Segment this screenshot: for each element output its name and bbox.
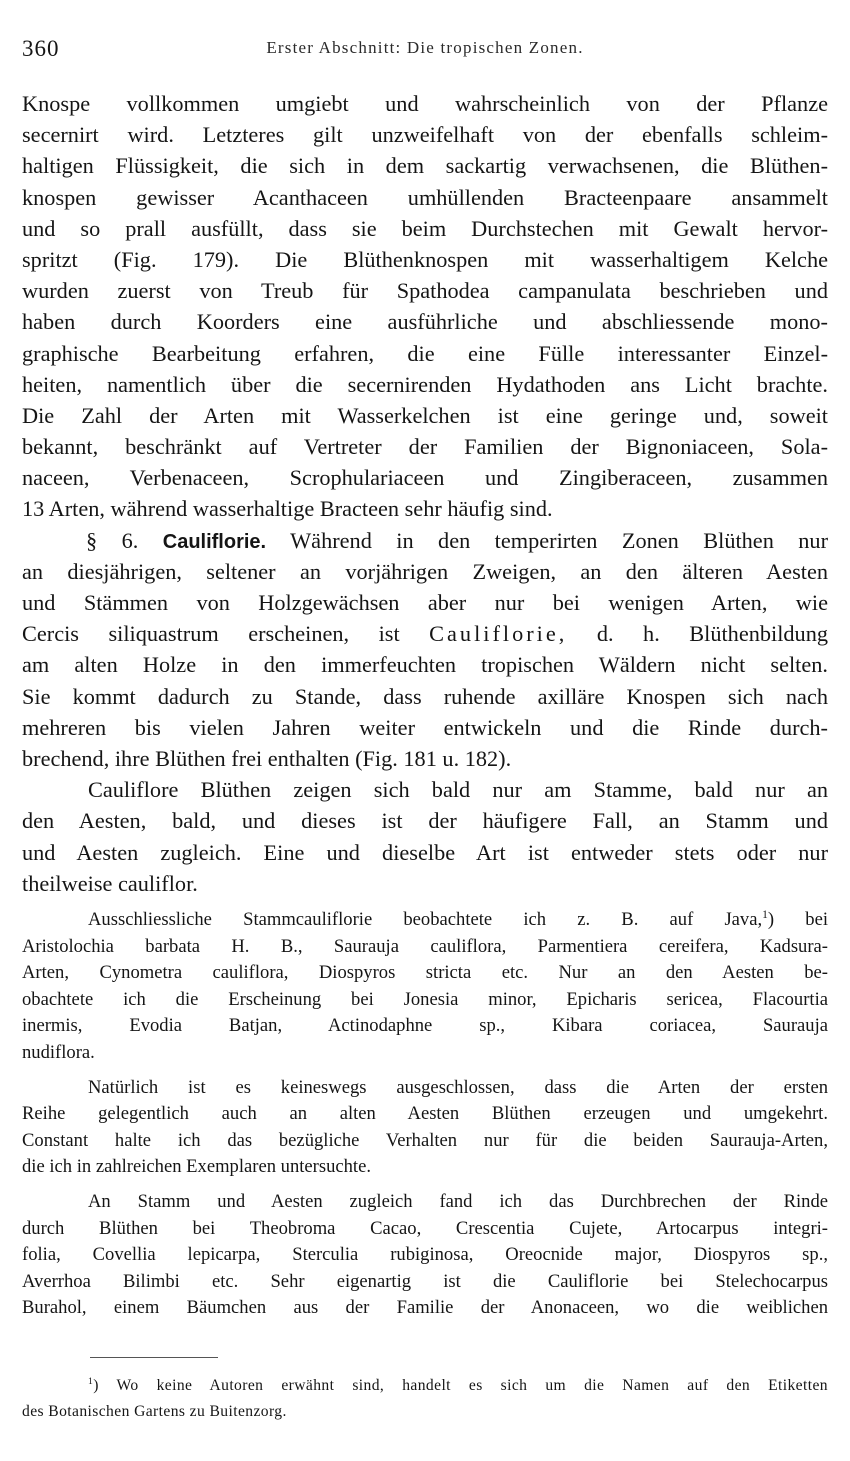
text-line-cauliflorie (22, 618, 828, 649)
small-text-line: folia, Covellia lepicarpa, Sterculia rubiginosa, Oreocnide major, Diospyros sp., (22, 1244, 828, 1266)
text-line: an diesjährigen, seltener an vorjährigen Zweigen, an den älteren Aesten (22, 558, 828, 584)
text-line: Sie kommt dadurch zu Stande, dass ruhende axilläre Knospen sich nach (22, 683, 828, 709)
small-text-line: Aristolochia barbata H. B., Saurauja cauliflora, Parmentiera cereifera, Kadsura- (22, 935, 828, 957)
footnote (22, 1373, 828, 1425)
text-line: wurden zuerst von Treub für Spathodea campanulata beschrieben und (22, 278, 828, 304)
paragraph-gap (22, 1181, 828, 1189)
small-text-line: Constant halte ich das bezügliche Verhalten nur für die beiden Saurauja-Arten, (22, 1129, 828, 1151)
footnote-separator (90, 1357, 218, 1358)
text-line: theilweise cauliflor. (22, 870, 198, 896)
text-line: knospen gewisser Acanthaceen umhüllenden Bracteenpaare ansammelt (22, 184, 828, 210)
text-line: spritzt (Fig. 179). Die Blüthenknospen mit wasserhaltigem Kelche (22, 246, 828, 272)
small-text-line: Natürlich ist es keineswegs ausgeschlossen, dass die Arten der ersten (88, 1076, 828, 1098)
main-text (22, 88, 828, 899)
text-line: haben durch Koorders eine ausführliche und abschliessende mono- (22, 309, 828, 335)
small-print-block (22, 907, 828, 1322)
text-fragment: ) Wo keine Autoren erwähnt sind, handelt es sich um die Namen auf den Etiketten (93, 1377, 828, 1394)
text-line: brechend, ihre Blüthen frei enthalten (Fig. 181 u. 182). (22, 745, 512, 771)
small-text-line: Arten, Cynometra cauliflora, Diospyros stricta etc. Nur an den Aesten be- (22, 962, 828, 984)
text-line: Cauliflore Blüthen zeigen sich bald nur am Stamme, bald nur an (88, 777, 828, 803)
spaced-term: Cauliflorie, (429, 621, 568, 647)
text-line: am alten Holze in den immerfeuchten tropischen Wäldern nicht selten. (22, 652, 828, 678)
text-line: Die Zahl der Arten mit Wasserkelchen ist eine geringe und, soweit (22, 402, 828, 428)
text-line: den Aesten, bald, und dieses ist der häufigere Fall, an Stamm und (22, 808, 828, 834)
page-number: 360 (22, 36, 60, 61)
small-text-line: Averrhoa Bilimbi etc. Sehr eigenartig ist die Cauliflorie bei Stelechocarpus (22, 1270, 828, 1292)
small-text-line: inermis, Evodia Batjan, Actinodaphne sp., Kibara coriacea, Saurauja (22, 1015, 828, 1037)
small-text-line: Burahol, einem Bäumchen aus der Familie der Anonaceen, wo die weiblichen (22, 1297, 828, 1319)
small-text-line: An Stamm und Aesten zugleich fand ich das Durchbrechen der Rinde (88, 1190, 828, 1212)
small-text-line: nudiflora. (22, 1041, 95, 1063)
text-line: und Aesten zugleich. Eine und dieselbe Art ist entweder stets oder nur (22, 839, 828, 865)
text-line: graphische Bearbeitung erfahren, die eine Fülle interessanter Einzel- (22, 340, 828, 366)
footnote-line: des Botanischen Gartens zu Buitenzorg. (22, 1403, 287, 1420)
text-fragment: Cercis siliquastrum erscheinen, ist (22, 621, 400, 647)
text-line: und so prall ausfüllt, dass sie beim Durchstechen mit Gewalt hervor- (22, 215, 828, 241)
small-text-line: obachtete ich die Erscheinung bei Jonesia minor, Epicharis sericea, Flacourtia (22, 988, 828, 1010)
footnote-reference[interactable]: 1 (762, 908, 768, 921)
text-line: heiten, namentlich über die secernirenden Hydathoden ans Licht brachte. (22, 371, 828, 397)
text-line: und Stämmen von Holzgewächsen aber nur bei wenigen Arten, wie (22, 590, 828, 615)
text-line: 13 Arten, während wasserhaltige Bracteen sehr häufig sind. (22, 496, 553, 522)
section-heading-line (22, 525, 828, 556)
text-line: bekannt, beschränkt auf Vertreter der Familien der Bignoniaceen, Sola- (22, 434, 828, 460)
text-line: Knospe vollkommen umgiebt und wahrscheinlich von der Pflanze (22, 91, 828, 116)
section-first-line-text: Während in den temperirten Zonen Blüthen nur (290, 527, 829, 553)
text-line: haltigen Flüssigkeit, die sich in dem sackartig verwachsenen, die Blüthen- (22, 153, 828, 179)
running-title: Erster Abschnitt: Die tropischen Zonen. (266, 38, 584, 57)
text-fragment: d. h. Blüthenbildung (596, 621, 828, 647)
footnote-marker: 1 (88, 1375, 94, 1387)
text-fragment: Ausschliessliche Stammcauliflorie beobachtete ich z. B. auf Java, (88, 909, 763, 930)
section-heading: Cauliflorie. (162, 530, 267, 553)
paragraph-gap (22, 1067, 828, 1075)
small-text-line: die ich in zahlreichen Exemplaren untersuchte. (22, 1156, 371, 1178)
small-text-line: durch Blüthen bei Theobroma Cacao, Crescentia Cujete, Artocarpus integri- (22, 1217, 828, 1239)
text-line: mehreren bis vielen Jahren weiter entwickeln und die Rinde durch- (22, 714, 828, 740)
page-header (22, 32, 828, 66)
small-text-line (22, 907, 828, 934)
text-line: secernirt wird. Letzteres gilt unzweifelhaft von der ebenfalls schleim- (22, 122, 828, 148)
footnote-line (22, 1373, 828, 1399)
small-text-line: Reihe gelegentlich auch an alten Aesten Blüthen erzeugen und umgekehrt. (22, 1103, 828, 1125)
paragraph-sign: § 6. (86, 527, 139, 553)
text-line: naceen, Verbenaceen, Scrophulariaceen und Zingiberaceen, zusammen (22, 465, 828, 491)
text-fragment: ) bei (767, 909, 828, 930)
